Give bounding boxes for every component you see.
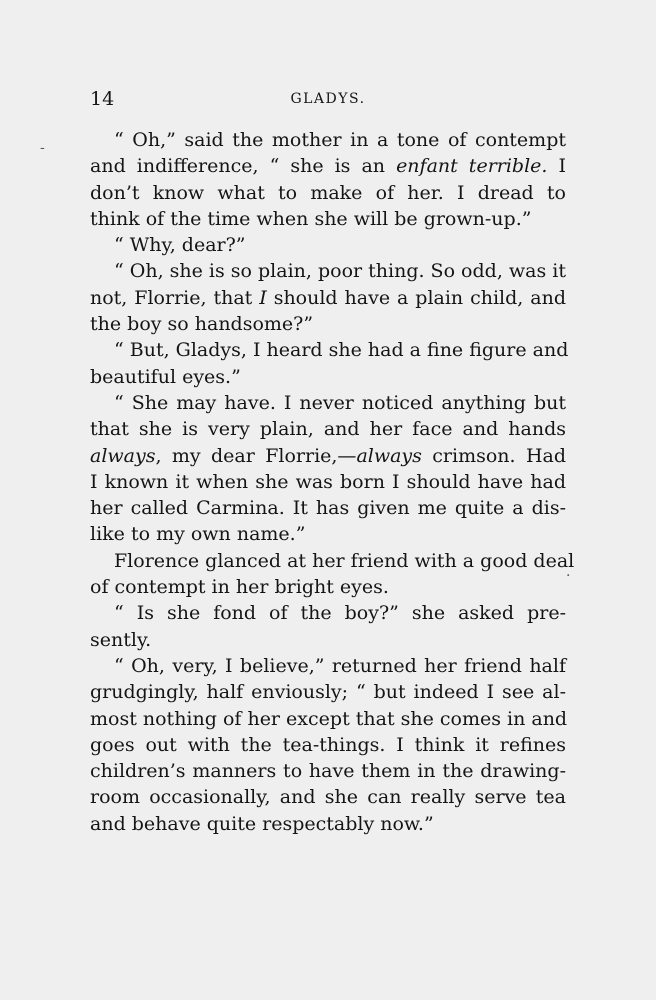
- margin-mark-right: ·: [566, 568, 571, 584]
- text-line-7: not, Florrie, that I should have a plain child, and: [90, 286, 566, 309]
- text-line-24: goes out with the tea-things. I think it refines: [90, 733, 566, 756]
- text-line-14: I known it when she was born I should have had: [90, 470, 566, 493]
- text-line-12: that she is very plain, and her face and hands: [90, 418, 566, 441]
- text-line-18: of contempt in her bright eyes.: [90, 576, 389, 599]
- text-line-25: children’s manners to have them in the drawing-: [90, 760, 566, 783]
- page-header: [90, 88, 566, 112]
- text-line-23: most nothing of her except that she comes in and: [90, 707, 568, 730]
- text-line-1: “ Oh,” said the mother in a tone of contempt: [114, 129, 566, 151]
- running-head: GLADYS.: [290, 91, 366, 107]
- margin-mark-left: ‐: [40, 140, 45, 156]
- body-text: [90, 127, 575, 837]
- text-line-20: sently.: [90, 628, 152, 651]
- text-line-2: and indifference, “ she is an enfant terrible. I: [90, 155, 566, 178]
- text-line-15: her called Carmina. It has given me quite a dis-: [90, 497, 566, 520]
- text-line-26: room occasionally, and she can really serve tea: [90, 786, 566, 809]
- text-line-4: think of the time when she will be grown-up.”: [90, 207, 532, 230]
- text-line-13: always, my dear Florrie,—always crimson. Had: [90, 444, 567, 467]
- text-line-16: like to my own name.”: [90, 523, 306, 546]
- text-line-5: “ Why, dear?”: [114, 234, 246, 257]
- text-line-9: “ But, Gladys, I heard she had a fine figure and: [114, 339, 569, 362]
- page-number: 14: [90, 88, 115, 110]
- text-line-27: and behave quite respectably now.”: [90, 812, 434, 835]
- text-line-17: Florence glanced at her friend with a good deal: [114, 549, 575, 572]
- text-line-19: “ Is she fond of the boy?” she asked pre-: [114, 602, 566, 625]
- text-line-22: grudgingly, half enviously; “ but indeed I see al-: [90, 681, 566, 704]
- text-line-8: the boy so handsome?”: [90, 313, 314, 336]
- text-line-3: don’t know what to make of her. I dread to: [90, 181, 566, 204]
- text-line-6: “ Oh, she is so plain, poor thing. So odd, was it: [114, 260, 566, 283]
- text-line-11: “ She may have. I never noticed anything but: [114, 391, 566, 414]
- text-line-21: “ Oh, very, I believe,” returned her friend half: [114, 654, 566, 677]
- text-line-10: beautiful eyes.”: [90, 365, 241, 388]
